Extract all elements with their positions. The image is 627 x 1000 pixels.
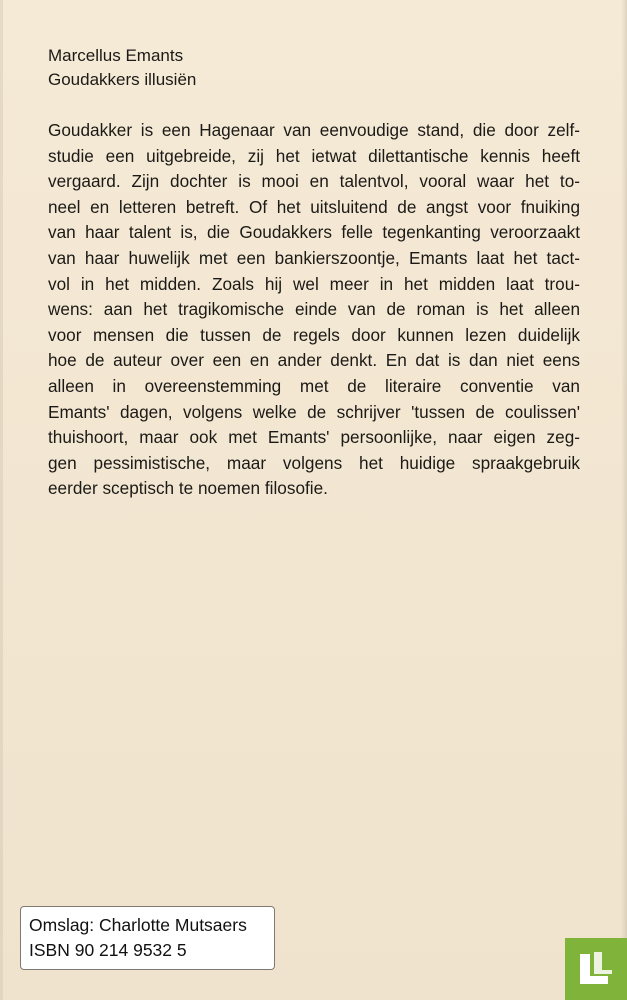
blurb-line: vol in het midden. Zoals hij wel meer in het midden laat trou- [48,273,580,294]
blurb-line: van haar talent is, die Goudakkers felle tegenkanting veroorzaakt [48,222,580,243]
isbn-number: ISBN 90 214 9532 5 [29,940,187,960]
blurb-line: alleen in overeenstemming met de literaire conventie van [48,375,580,396]
blurb-line: eerder sceptisch te noemen filosofie. [48,478,328,499]
blurb-paragraph [48,118,580,502]
blurb-line: voor mensen die tussen de regels door kunnen lezen duidelijk [48,324,580,345]
blurb-line: thuishoort, maar ook met Emants' persoonlijke, naar eigen zeg- [48,427,580,448]
cover-credit: Omslag: Charlotte Mutsaers [29,915,247,935]
cover-right-edge [621,0,627,1000]
store-logo-icon [576,948,616,988]
blurb-line: vergaard. Zijn dochter is mooi en talentvol, vooral waar het to- [48,171,580,192]
blurb-line: neel en letteren betreft. Of het uitsluitend de angst voor fnuiking [48,196,580,217]
author-name: Marcellus Emants [48,46,184,65]
store-logo-badge [565,938,627,1000]
blurb-line: Emants' dagen, volgens welke de schrijver 'tussen de coulissen' [48,401,580,422]
blurb-line: wens: aan het tragikomische einde van de roman is het alleen [48,299,580,320]
book-title: Goudakkers illusiën [48,70,197,89]
credits-sticker [20,906,275,970]
blurb-line: Goudakker is een Hagenaar van eenvoudige stand, die door zelf- [48,120,580,140]
blurb-line: van haar huwelijk met een bankierszoontje, Emants laat het tact- [48,247,580,268]
cover-left-edge [0,0,3,1000]
header-block [48,44,348,92]
blurb-line: gen pessimistische, maar volgens het huidige spraakgebruik [48,452,580,473]
blurb-line: hoe de auteur over een en ander denkt. En dat is dan niet eens [48,350,580,371]
blurb-line: studie een uitgebreide, zij het ietwat dilettantische kennis heeft [48,145,580,166]
